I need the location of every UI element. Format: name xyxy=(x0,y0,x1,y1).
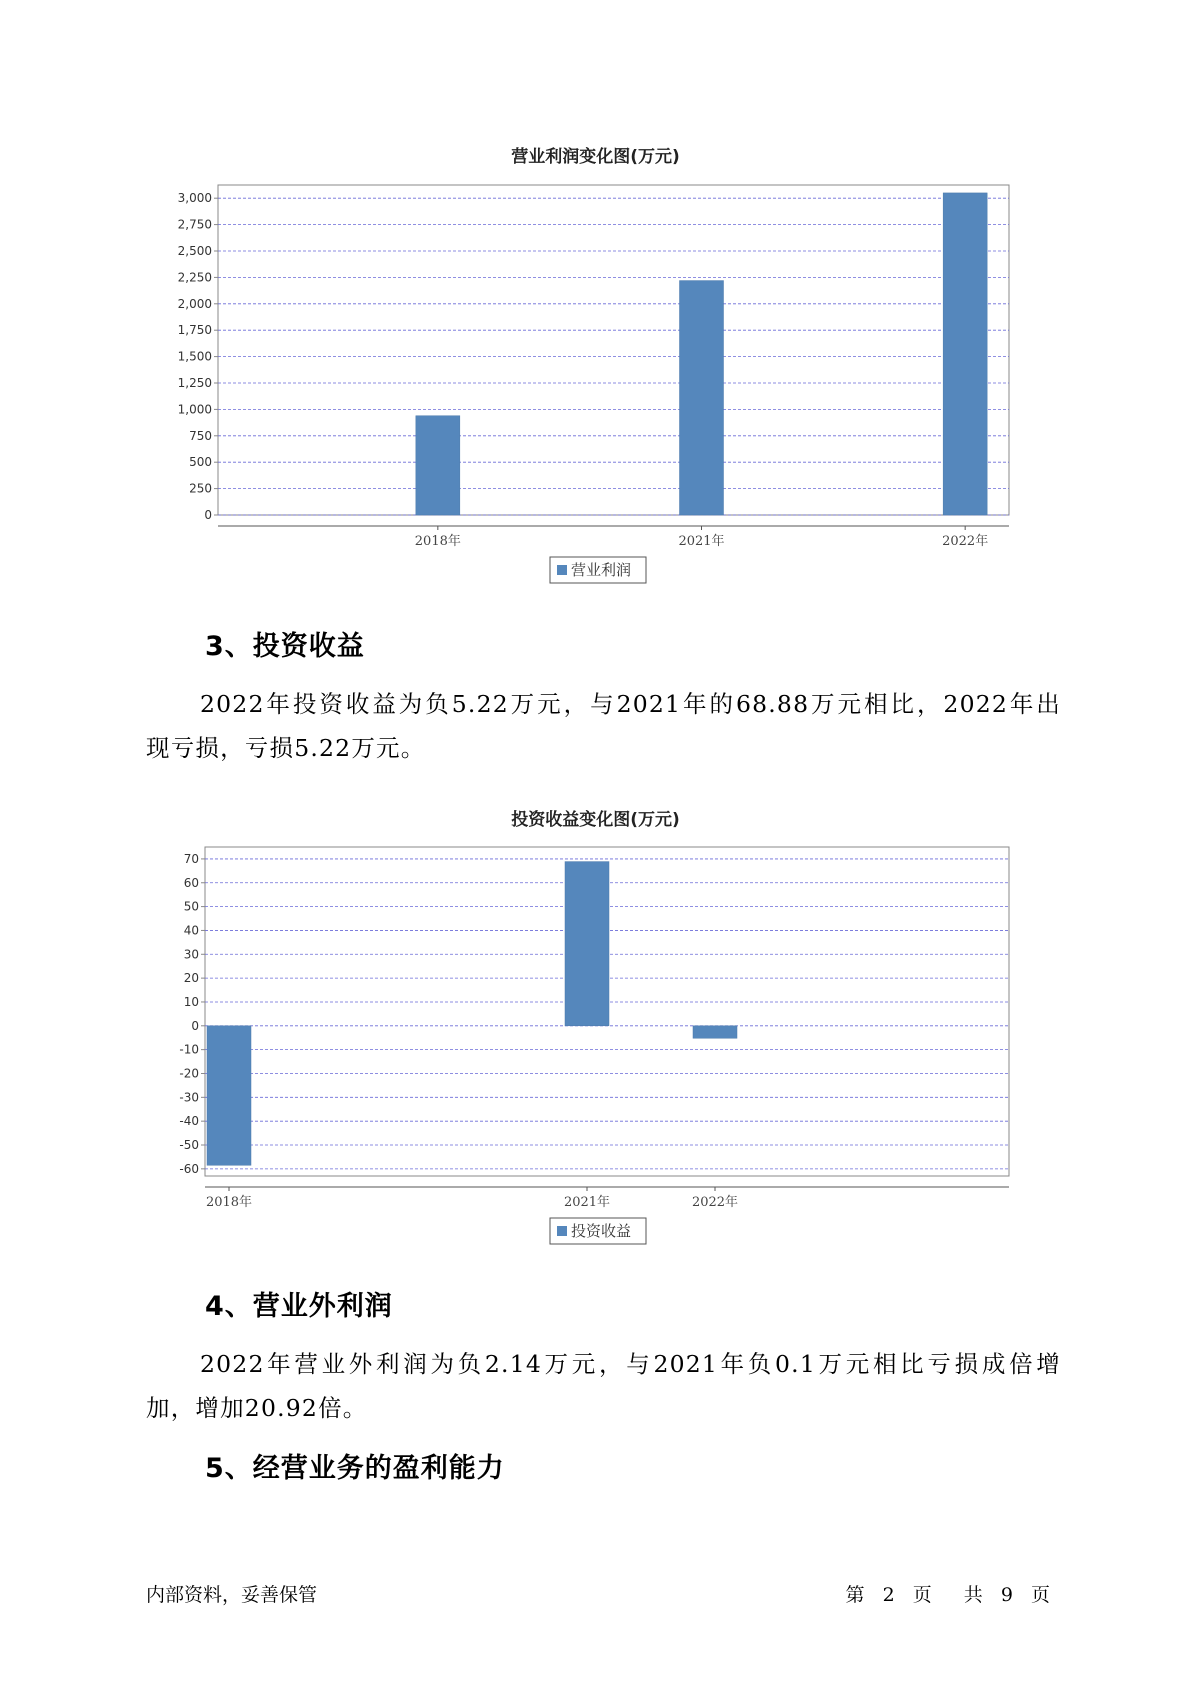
legend-label: 投资收益 xyxy=(571,1222,632,1240)
y-tick-label: 1,250 xyxy=(177,376,212,390)
bar-2021年 xyxy=(565,862,609,1026)
legend-swatch xyxy=(557,1226,567,1236)
plot-area xyxy=(218,185,1009,515)
y-tick-label: -40 xyxy=(179,1114,199,1129)
y-tick-label: 2,500 xyxy=(177,244,212,258)
y-tick-label: 2,250 xyxy=(177,270,212,285)
footer-confidential-note: 内部资料，妥善保管 xyxy=(146,1584,318,1606)
page-label: 页 xyxy=(912,1584,933,1606)
legend xyxy=(550,557,646,583)
y-tick-label: -10 xyxy=(179,1042,199,1057)
legend-swatch xyxy=(557,565,567,575)
y-tick-label: 2,750 xyxy=(177,217,212,232)
page-number: 2 xyxy=(882,1584,896,1606)
y-tick-label: 1,000 xyxy=(177,402,212,417)
y-tick-label: 0 xyxy=(204,508,212,522)
bar-2022年 xyxy=(693,1026,737,1038)
bar-2021年 xyxy=(680,281,724,515)
legend-label: 营业利润 xyxy=(571,561,632,579)
x-tick-label: 2022年 xyxy=(691,1195,739,1210)
bar-2018年 xyxy=(207,1026,251,1165)
y-tick-label: 2,000 xyxy=(177,296,212,311)
paragraph-line: 2022年营业外利润为负2.14万元，与2021年负0.1万元相比亏损成倍增 xyxy=(200,1350,1061,1378)
y-tick-label: -50 xyxy=(179,1138,199,1153)
x-tick-label: 2021年 xyxy=(678,534,725,549)
bar-2022年 xyxy=(943,193,987,515)
section-heading-non-operating-profit: 4、营业外利润 xyxy=(205,1291,393,1322)
y-tick-label: 70 xyxy=(183,851,199,866)
legend xyxy=(550,1218,646,1244)
y-tick-label: 30 xyxy=(183,947,199,962)
chart-title-operating-profit: 营业利润变化图(万元) xyxy=(511,147,680,167)
y-tick-label: 40 xyxy=(183,923,199,938)
x-tick-label: 2018年 xyxy=(414,534,461,549)
chart-title-investment-income: 投资收益变化图(万元) xyxy=(511,810,680,830)
operating-profit-chart xyxy=(0,170,1191,590)
x-tick-label: 2018年 xyxy=(205,1195,253,1210)
page-prefix: 第 xyxy=(845,1584,866,1606)
paragraph-non-operating-profit xyxy=(146,1342,1061,1430)
bar-2018年 xyxy=(416,416,460,515)
y-tick-label: 250 xyxy=(189,481,212,496)
x-tick-label: 2022年 xyxy=(942,534,989,549)
y-tick-label: 1,750 xyxy=(177,323,212,338)
total-prefix: 共 xyxy=(963,1584,984,1606)
section-heading-profitability: 5、经营业务的盈利能力 xyxy=(205,1453,505,1484)
total-pages: 9 xyxy=(1000,1584,1014,1606)
total-suffix: 页 xyxy=(1030,1584,1051,1606)
y-tick-label: 500 xyxy=(189,455,212,470)
y-tick-label: 0 xyxy=(191,1018,199,1033)
y-tick-label: 10 xyxy=(183,994,199,1009)
y-tick-label: 3,000 xyxy=(177,191,212,206)
y-tick-label: 750 xyxy=(189,428,212,443)
y-tick-label: -30 xyxy=(179,1090,199,1105)
y-tick-label: 50 xyxy=(183,899,199,914)
investment-income-chart xyxy=(0,835,1191,1255)
y-tick-label: 1,500 xyxy=(177,349,212,364)
x-tick-label: 2021年 xyxy=(563,1195,611,1210)
paragraph-line: 2022年投资收益为负5.22万元，与2021年的68.88万元相比，2022年出 xyxy=(200,690,1061,718)
paragraph-line: 现亏损，亏损5.22万元。 xyxy=(146,734,426,762)
section-heading-investment-income: 3、投资收益 xyxy=(205,631,365,662)
paragraph-line: 加，增加20.92倍。 xyxy=(146,1394,368,1422)
y-tick-label: -20 xyxy=(179,1066,199,1081)
footer-page-indicator xyxy=(846,1580,1051,1607)
y-tick-label: 20 xyxy=(183,971,199,986)
y-tick-label: -60 xyxy=(179,1161,199,1176)
y-tick-label: 60 xyxy=(183,875,199,890)
paragraph-investment-income xyxy=(146,682,1061,770)
